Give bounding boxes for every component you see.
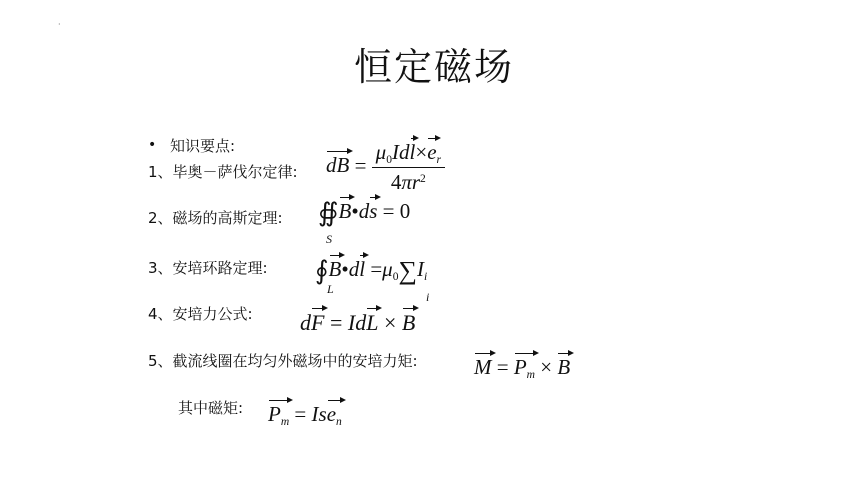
bullet-icon: • bbox=[148, 137, 157, 153]
item-label-ampere-law: 3、安培环路定理: bbox=[148, 259, 268, 277]
item-label-magnetic-moment: 其中磁矩: bbox=[178, 399, 244, 417]
item-label-biot-savart: 1、毕奥－萨伐尔定律: bbox=[148, 163, 298, 181]
formula-ampere-law: ∮B•dl $=\mu_0\sum I_i$ L i bbox=[315, 256, 430, 304]
formula-gauss-law: ∯B•ds = 0 S bbox=[318, 198, 411, 246]
item-label-torque: 5、截流线圈在均匀外磁场中的安培力矩: bbox=[148, 352, 418, 370]
item-label-gauss-law: 2、磁场的高斯定理: bbox=[148, 209, 283, 227]
corner-mark: · bbox=[58, 20, 61, 29]
page-title: 恒定磁场 bbox=[353, 45, 514, 89]
formula-ampere-force: dF = IdL × B bbox=[300, 310, 416, 335]
section-heading: 知识要点: bbox=[170, 137, 236, 155]
item-label-ampere-force: 4、安培力公式: bbox=[148, 305, 253, 323]
formula-biot-savart: dB = $\frac{\mu_0Idl\times e_r}{4\pi r^2}$ bbox=[326, 140, 445, 195]
formula-torque: $M = P_m \times B$ bbox=[474, 355, 571, 382]
formula-magnetic-moment: $P_m = Ise_n$ bbox=[268, 402, 342, 429]
